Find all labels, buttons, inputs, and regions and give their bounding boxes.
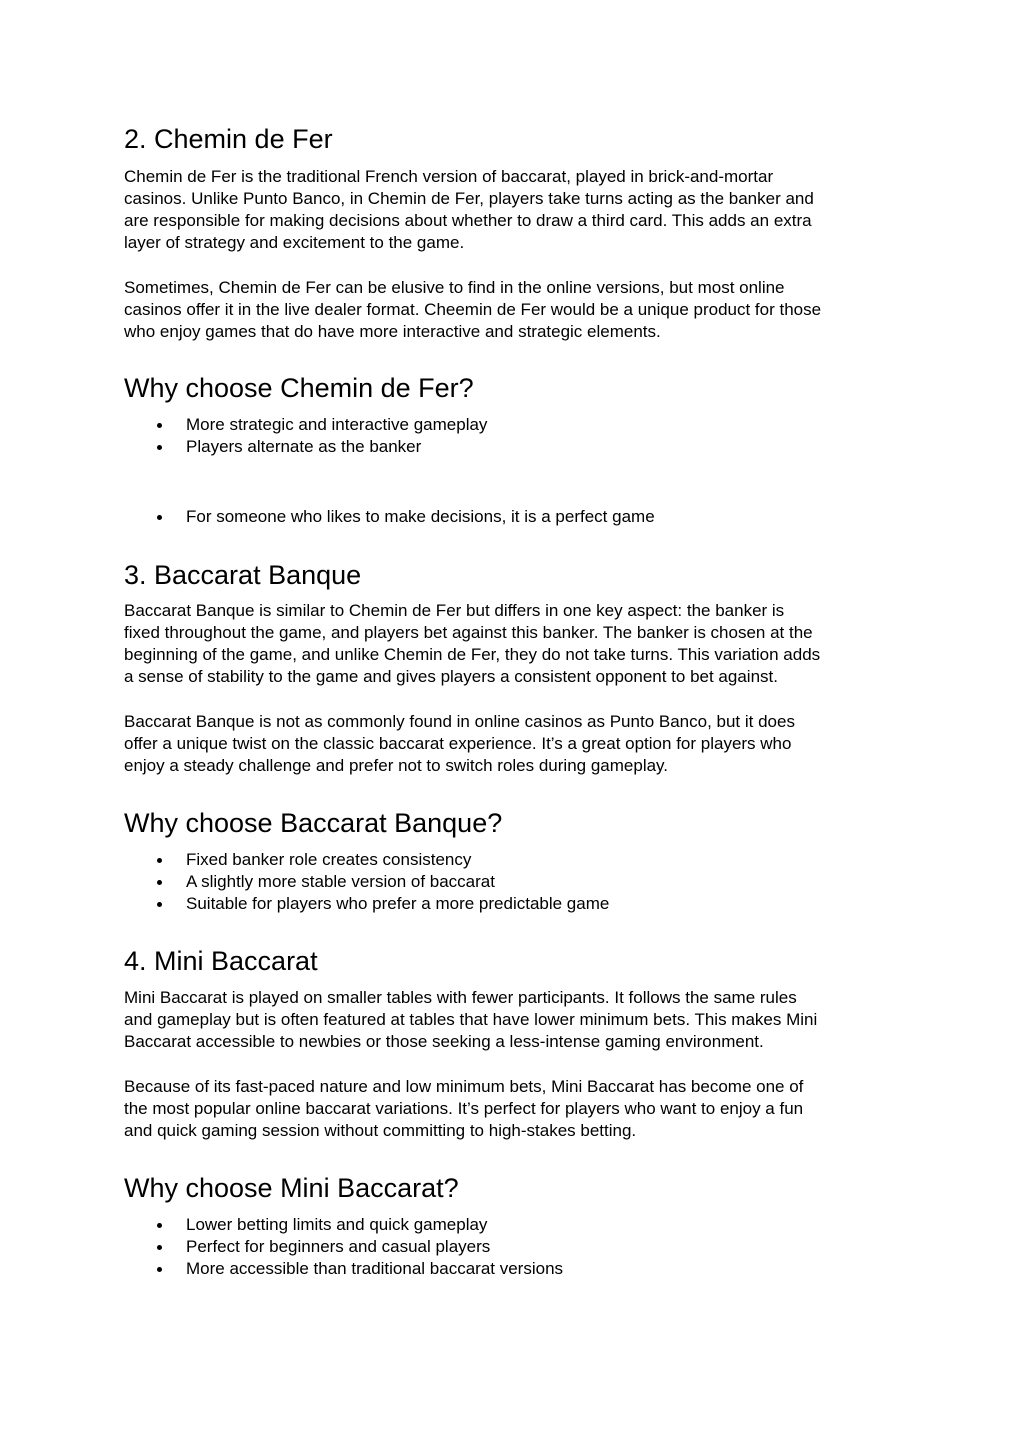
list-item-text: Perfect for beginners and casual players [186, 1237, 491, 1256]
bullet-list-mini-baccarat [124, 1214, 563, 1280]
bullet-icon [157, 880, 162, 885]
bullet-icon [157, 515, 162, 520]
paragraph-baccarat-banque-online [124, 711, 914, 777]
list-item [124, 893, 609, 915]
text-line: enjoy a steady challenge and prefer not to switch roles during gameplay. [124, 756, 669, 775]
list-item [124, 849, 609, 871]
section-heading-why-mini-baccarat: Why choose Mini Baccarat? [124, 1173, 459, 1203]
text-line: Baccarat Banque is similar to Chemin de Fer but differs in one key aspect: the banker is [124, 601, 785, 620]
section-heading-why-chemin-de-fer: Why choose Chemin de Fer? [124, 373, 474, 403]
list-item-text: More accessible than traditional baccarat versions [186, 1259, 564, 1278]
list-item-text: Players alternate as the banker [186, 437, 422, 456]
list-item [124, 436, 487, 458]
bullet-icon [157, 423, 162, 428]
bullet-icon [157, 445, 162, 450]
bullet-icon [157, 1267, 162, 1272]
text-line: casinos offer it in the live dealer format. Cheemin de Fer would be a unique product for those [124, 300, 822, 319]
text-line: Baccarat Banque is not as commonly found in online casinos as Punto Banco, but it does [124, 712, 795, 731]
bullet-list-baccarat-banque [124, 849, 609, 915]
text-line: Sometimes, Chemin de Fer can be elusive to find in the online versions, but most online [124, 278, 785, 297]
list-item-text: Lower betting limits and quick gameplay [186, 1215, 488, 1234]
paragraph-mini-baccarat-popularity [124, 1076, 914, 1142]
section-heading-chemin-de-fer: 2. Chemin de Fer [124, 124, 333, 154]
list-item [124, 414, 487, 436]
text-line: offer a unique twist on the classic baccarat experience. It’s a great option for players who [124, 734, 792, 753]
list-item-text: More strategic and interactive gameplay [186, 415, 488, 434]
bullet-icon [157, 858, 162, 863]
list-item-text: A slightly more stable version of baccarat [186, 872, 495, 891]
text-line: a sense of stability to the game and gives players a consistent opponent to bet against. [124, 667, 778, 686]
text-line: and quick gaming session without committing to high-stakes betting. [124, 1121, 637, 1140]
bullet-icon [157, 1245, 162, 1250]
paragraph-chemin-de-fer-intro [124, 166, 914, 254]
section-heading-mini-baccarat: 4. Mini Baccarat [124, 946, 318, 976]
list-item-text: For someone who likes to make decisions, it is a perfect game [186, 507, 655, 526]
text-line: who enjoy games that do have more interactive and strategic elements. [124, 322, 661, 341]
list-item [124, 871, 609, 893]
text-line: beginning of the game, and unlike Chemin de Fer, they do not take turns. This variation adds [124, 645, 821, 664]
paragraph-baccarat-banque-intro [124, 600, 914, 688]
list-item [124, 1236, 563, 1258]
text-line: casinos. Unlike Punto Banco, in Chemin de Fer, players take turns acting as the banker and [124, 189, 814, 208]
list-item-text: Fixed banker role creates consistency [186, 850, 472, 869]
list-item [124, 1214, 563, 1236]
text-line: Because of its fast-paced nature and low minimum bets, Mini Baccarat has become one of [124, 1077, 804, 1096]
list-item [124, 1258, 563, 1280]
paragraph-chemin-de-fer-online [124, 277, 914, 343]
text-line: layer of strategy and excitement to the game. [124, 233, 465, 252]
text-line: are responsible for making decisions about whether to draw a third card. This adds an extra [124, 211, 812, 230]
text-line: and gameplay but is often featured at tables that have lower minimum bets. This makes Mini [124, 1010, 818, 1029]
paragraph-mini-baccarat-intro [124, 987, 914, 1053]
text-line: fixed throughout the game, and players bet against this banker. The banker is chosen at the [124, 623, 813, 642]
bullet-list-chemin-de-fer-cont [124, 506, 655, 528]
section-heading-why-baccarat-banque: Why choose Baccarat Banque? [124, 808, 503, 838]
text-line: Chemin de Fer is the traditional French version of baccarat, played in brick-and-mortar [124, 167, 774, 186]
text-line: Baccarat accessible to newbies or those seeking a less-intense gaming environment. [124, 1032, 764, 1051]
bullet-icon [157, 1223, 162, 1228]
list-item-text: Suitable for players who prefer a more predictable game [186, 894, 610, 913]
bullet-list-chemin-de-fer [124, 414, 487, 458]
list-item [124, 506, 655, 528]
section-heading-baccarat-banque: 3. Baccarat Banque [124, 560, 362, 590]
text-line: Mini Baccarat is played on smaller tables with fewer participants. It follows the same rules [124, 988, 797, 1007]
text-line: the most popular online baccarat variations. It’s perfect for players who want to enjoy a fun [124, 1099, 804, 1118]
bullet-icon [157, 902, 162, 907]
